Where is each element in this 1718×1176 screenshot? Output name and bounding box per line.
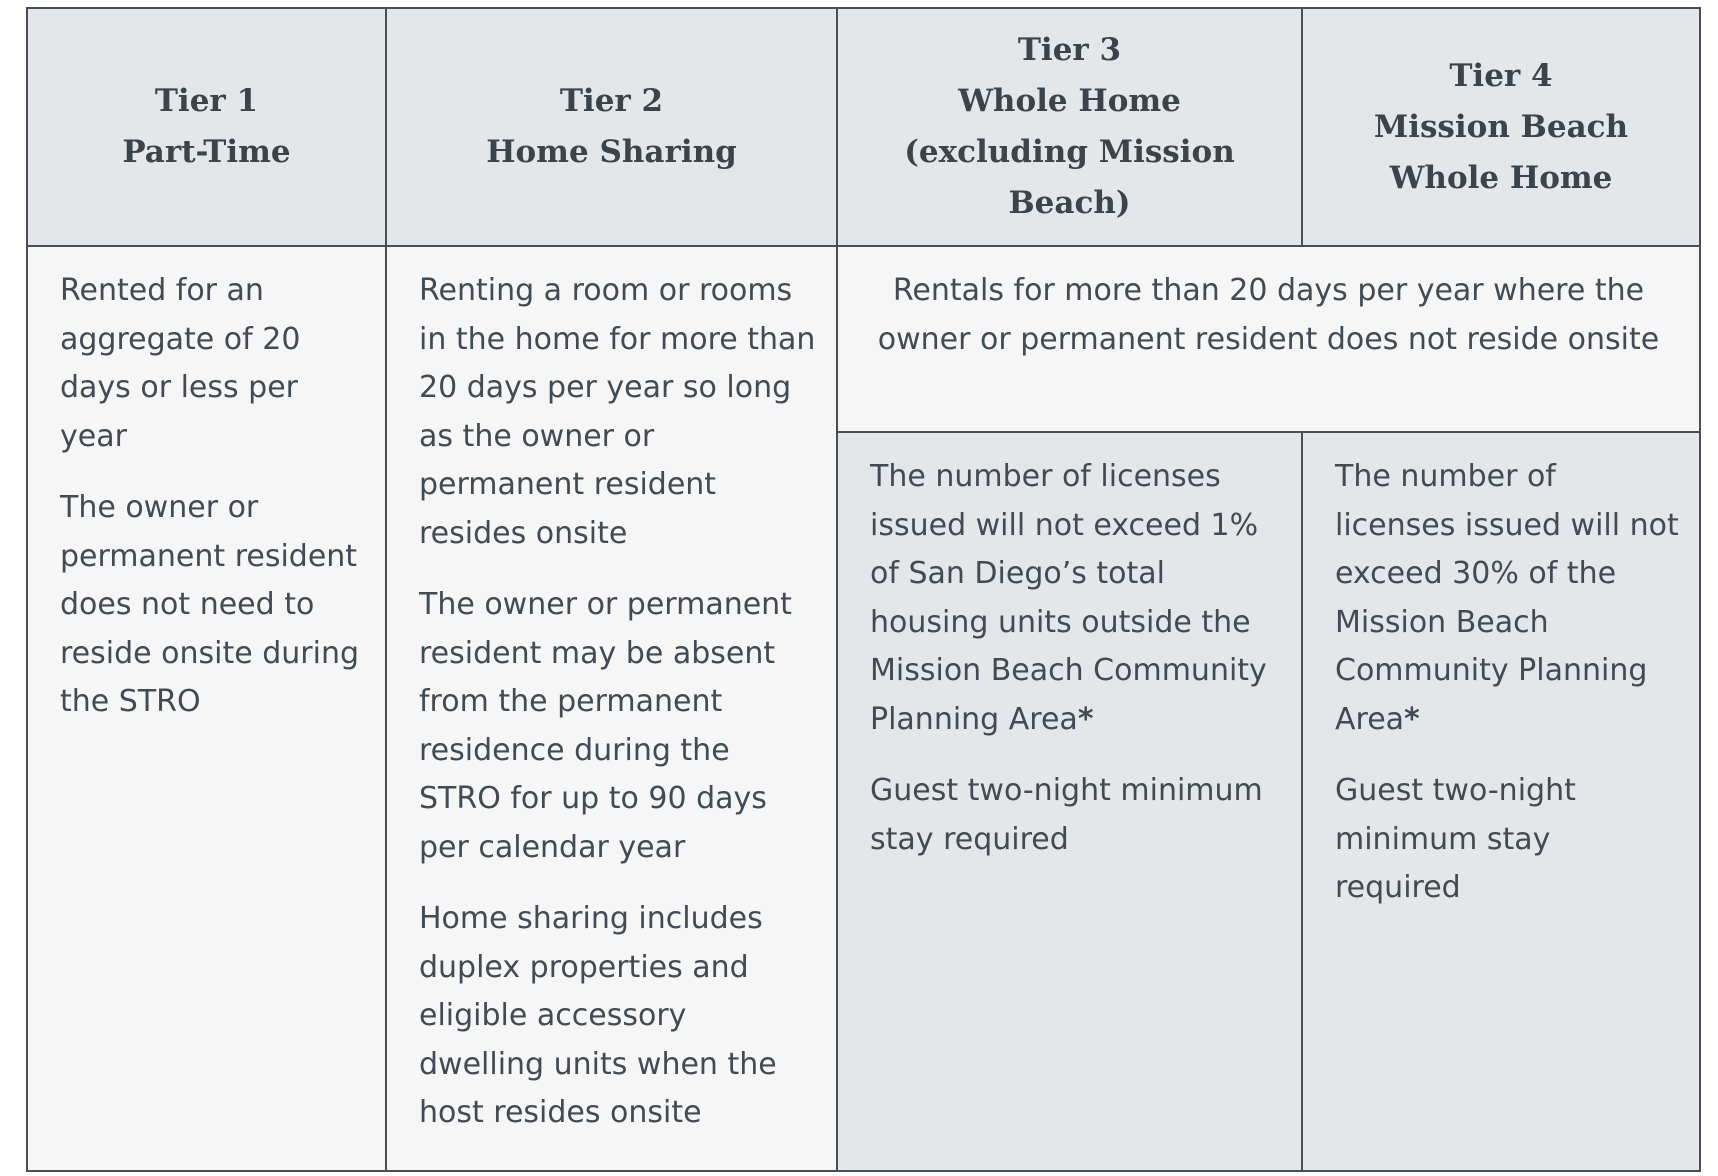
header-tier-3-title: Whole Home <box>958 83 1181 119</box>
tier-1-residency-note: The owner or permanent resident does not need to reside onsite during the STRO <box>60 490 360 719</box>
header-tier-2 <box>386 8 837 246</box>
header-tier-3 <box>837 8 1302 246</box>
tier-4-cell <box>1302 432 1700 1171</box>
tier-2-cell <box>386 246 837 1171</box>
tier-3-footnote-mark: * <box>1077 701 1094 737</box>
stro-tiers-table <box>26 7 1701 1172</box>
tier-2-absence-note: The owner or permanent resident may be absent from the permanent residence during the STRO for up to 90 days per calendar year <box>419 587 792 865</box>
tier-3-4-shared-cell <box>837 246 1700 432</box>
header-tier-2-title: Home Sharing <box>486 134 737 170</box>
tier-3-license-cap <box>870 453 1283 744</box>
header-tier-1 <box>27 8 386 246</box>
header-tier-4-title-a: Mission Beach <box>1373 108 1629 145</box>
tier-4-license-cap <box>1335 453 1681 744</box>
header-tier-4-label: Tier 4 <box>1449 57 1553 94</box>
tier-3-cell <box>837 432 1302 1171</box>
header-tier-1-title: Part-Time <box>122 134 291 170</box>
tier-3-minimum-stay: Guest two-night minimum stay required <box>870 773 1263 857</box>
header-tier-3-subtitle-a: (excluding Mission <box>904 134 1235 170</box>
header-tier-4 <box>1302 8 1700 246</box>
tier-2-description: Renting a room or rooms in the home for more than 20 days per year so long as the owner or permanent resident resides onsite <box>419 273 816 551</box>
tier-1-cell <box>27 246 386 1171</box>
header-tier-3-subtitle-b: Beach) <box>1008 185 1131 221</box>
tier-1-description: Rented for an aggregate of 20 days or less per year <box>60 273 301 454</box>
header-tier-4-title-b: Whole Home <box>1389 159 1613 196</box>
tier-4-minimum-stay: Guest two-night minimum stay required <box>1335 773 1576 905</box>
tier-2-duplex-note: Home sharing includes duplex properties and eligible accessory dwelling units when the host resides onsite <box>419 901 777 1130</box>
tier-3-license-cap-text: The number of licenses issued will not exceed 1% of San Diego’s total housing units outside the Mission Beach Community Planning Area <box>870 459 1267 737</box>
header-tier-3-label: Tier 3 <box>1017 32 1122 68</box>
header-tier-2-label: Tier 2 <box>559 83 664 119</box>
body-row-1 <box>27 246 1700 432</box>
tier-4-footnote-mark: * <box>1404 701 1420 737</box>
header-row <box>27 8 1700 246</box>
header-tier-1-label: Tier 1 <box>154 83 259 119</box>
tier-4-license-cap-text: The number of licenses issued will not exceed 30% of the Mission Beach Community Planning Area <box>1335 459 1679 737</box>
tier-3-4-shared-description: Rentals for more than 20 days per year where the owner or permanent resident does not reside onsite <box>877 273 1660 357</box>
